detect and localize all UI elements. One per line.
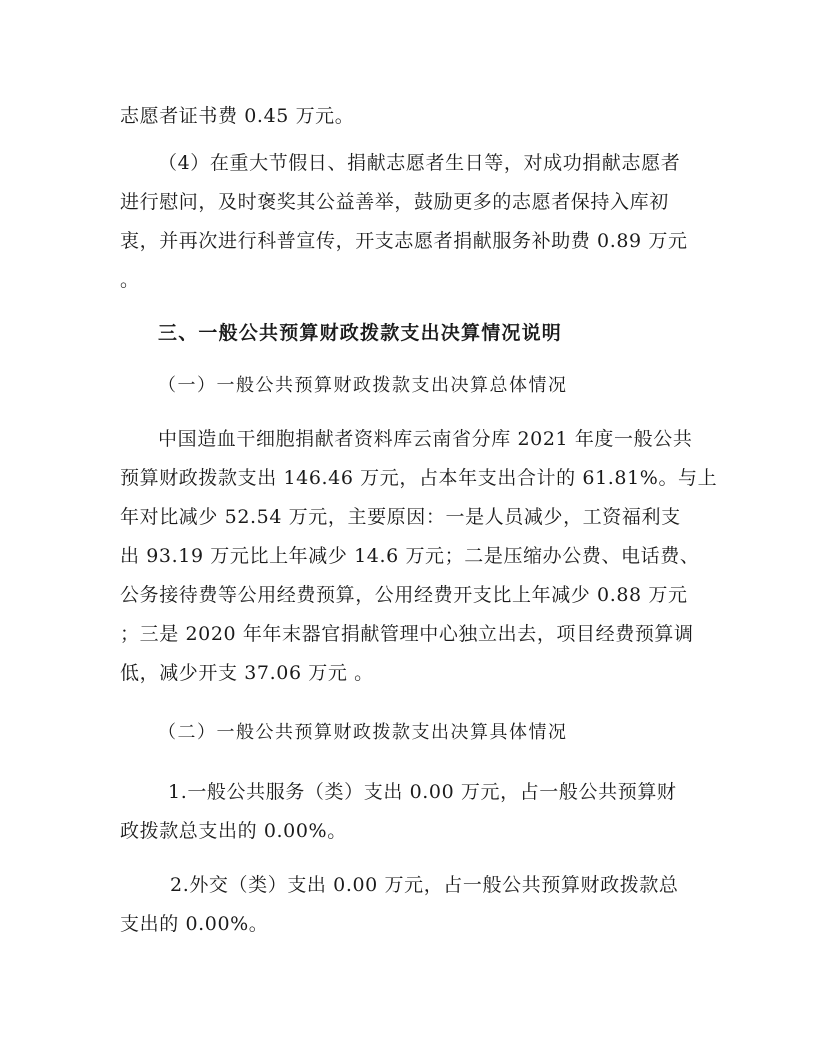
paragraph-line: 衷，并再次进行科普宣传，开支志愿者捐献服务补助费 0.89 万元	[120, 230, 688, 252]
paragraph-line: 志愿者证书费 0.45 万元。	[120, 105, 355, 127]
subsection-heading: （二）一般公共预算财政拨款支出决算具体情况	[158, 722, 568, 743]
paragraph-line: 出 93.19 万元比上年减少 14.6 万元；二是压缩办公费、电话费、	[120, 545, 700, 567]
paragraph-line: 年对比减少 52.54 万元，主要原因：一是人员减少，工资福利支	[120, 506, 681, 528]
paragraph-line: 预算财政拨款支出 146.46 万元，占本年支出合计的 61.81%。与上	[120, 467, 718, 489]
paragraph-line: 进行慰问，及时褒奖其公益善举，鼓励更多的志愿者保持入库初	[120, 191, 669, 213]
paragraph-line: 1.一般公共服务（类）支出 0.00 万元，占一般公共预算财	[168, 781, 677, 803]
paragraph-line: 低，减少开支 37.06 万元 。	[120, 662, 374, 684]
paragraph-line: 。	[120, 269, 140, 291]
subsection-heading: （一）一般公共预算财政拨款支出决算总体情况	[158, 375, 568, 396]
paragraph-line: ；三是 2020 年年末器官捐献管理中心独立出去，项目经费预算调	[120, 623, 694, 645]
paragraph-line: 公务接待费等公用经费预算，公用经费开支比上年减少 0.88 万元	[120, 584, 688, 606]
paragraph-line: 2.外交（类）支出 0.00 万元，占一般公共预算财政拨款总	[170, 874, 679, 896]
paragraph-line: （4）在重大节假日、捐献志愿者生日等，对成功捐献志愿者	[158, 152, 681, 174]
paragraph-line: 支出的 0.00%。	[120, 913, 269, 935]
paragraph-line: 政拨款总支出的 0.00%。	[120, 820, 347, 842]
paragraph-line: 中国造血干细胞捐献者资料库云南省分库 2021 年度一般公共	[158, 428, 693, 450]
section-heading: 三、一般公共预算财政拨款支出决算情况说明	[158, 322, 563, 344]
